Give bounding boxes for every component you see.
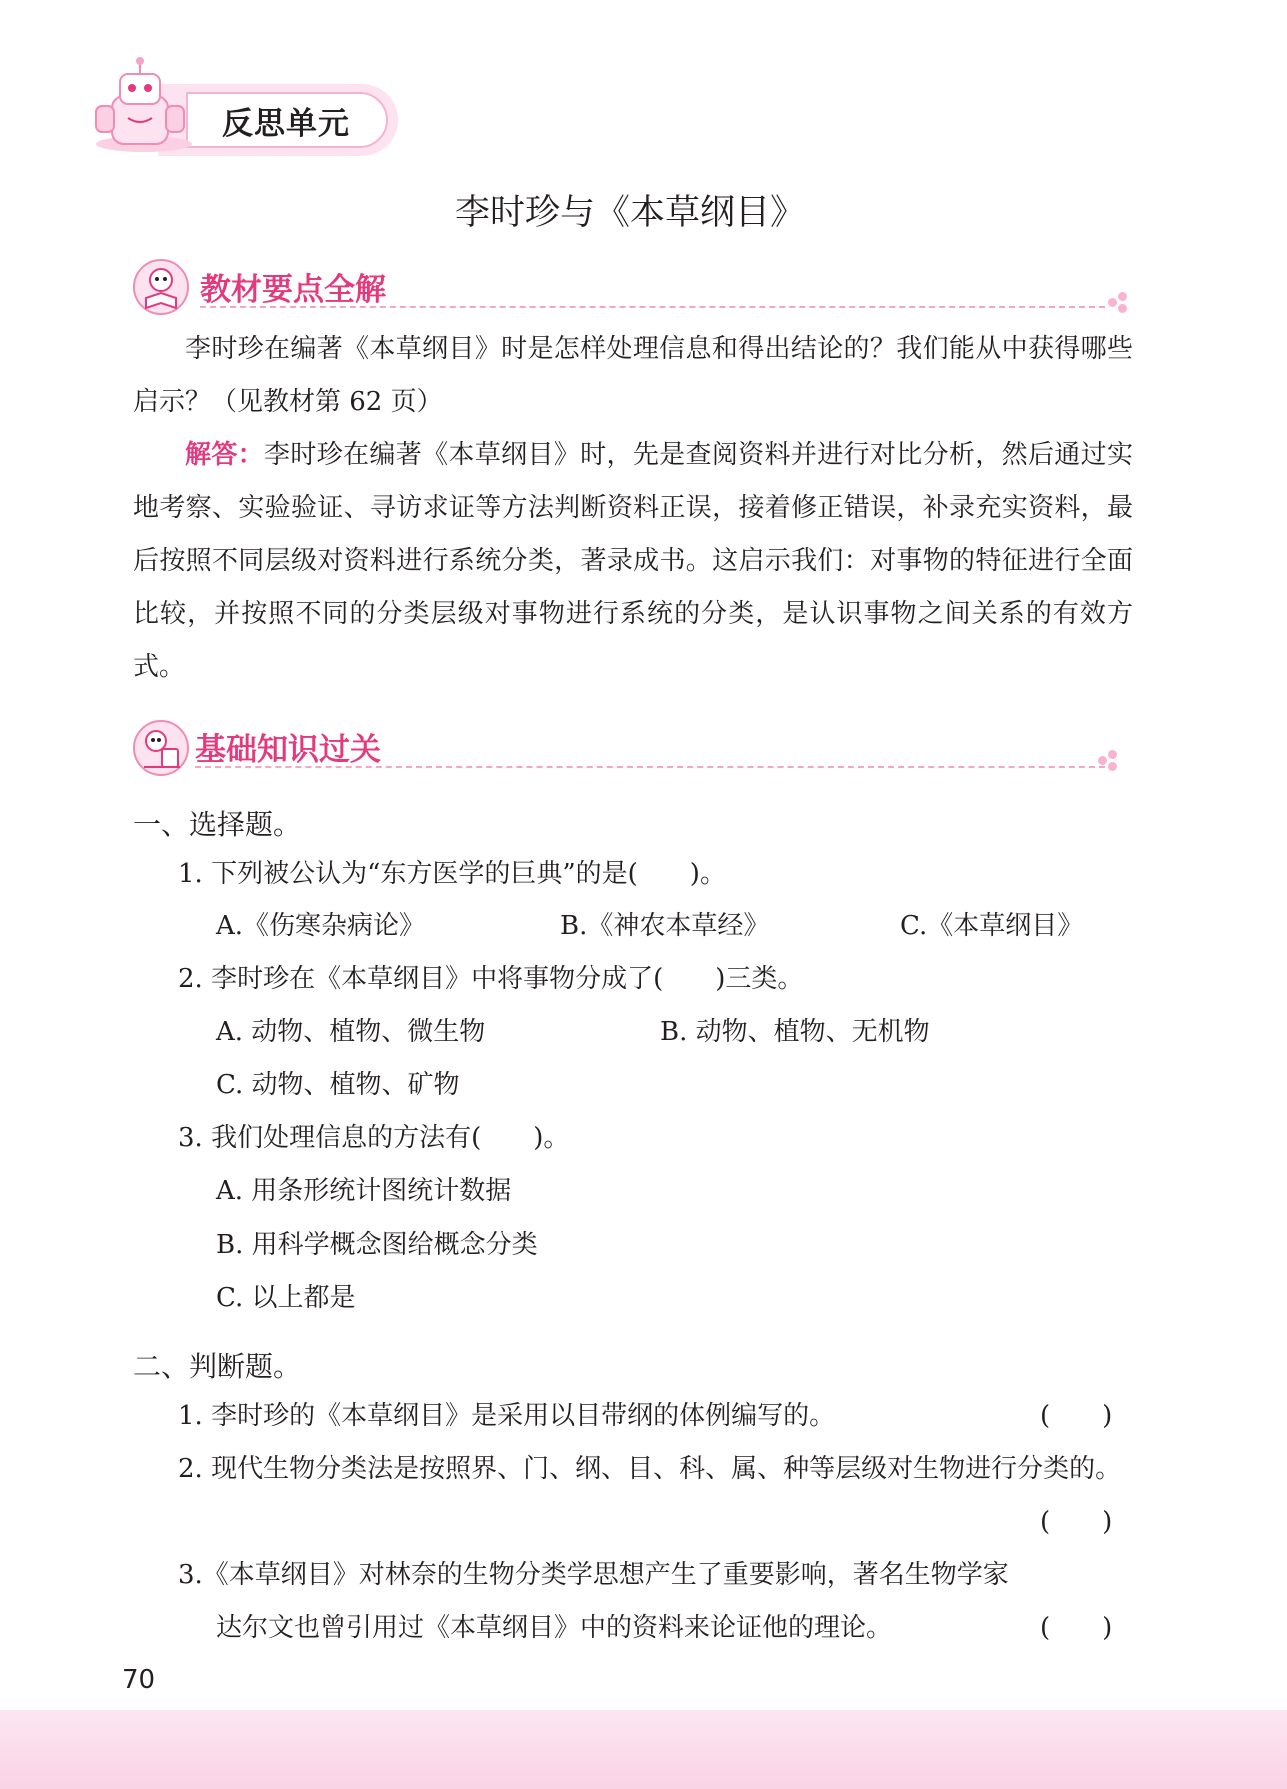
section-title-key-points: 教材要点全解 xyxy=(200,272,386,308)
answer-paragraph xyxy=(133,429,1133,694)
answer-text: 李时珍在编著《本草纲目》时，先是查阅资料并进行对比分析，然后通过实地考察、实验验证、寻访求证等方法判断资料正误，接着修正错误，补录充实资料，最后按照不同层级对资料进行系统分类，著录成书。这启示我们：对事物的特征进行全面比较，并按照不同的分类层级对事物进行系统的分类，是认识事物之间关系的有效方式。 xyxy=(133,440,1133,682)
part-heading-judgement: 二、判断题。 xyxy=(133,1350,302,1383)
unit-label: 反思单元 xyxy=(222,106,350,142)
page-number: 70 xyxy=(122,1665,156,1695)
judgement-question-1: 1. 李时珍的《本草纲目》是采用以目带纲的体例编写的。 xyxy=(178,1401,836,1431)
answer-paren: ( ) xyxy=(1040,1507,1113,1537)
book-reading-icon xyxy=(132,258,190,316)
choice-option: C. 以上都是 xyxy=(216,1283,356,1313)
choice-option: B. 动物、植物、无机物 xyxy=(660,1017,930,1047)
section-divider xyxy=(200,306,1105,308)
choice-option: C. 动物、植物、矿物 xyxy=(216,1070,460,1100)
answer-paren: ( ) xyxy=(1040,1613,1113,1643)
choice-option: B. 用科学概念图给概念分类 xyxy=(216,1230,538,1260)
robot-mascot-icon xyxy=(84,56,204,156)
choice-question-2: 2. 李时珍在《本草纲目》中将事物分成了( )三类。 xyxy=(178,964,804,994)
choice-option: A. 动物、植物、微生物 xyxy=(216,1017,486,1047)
judgement-question-3: 3.《本草纲目》对林奈的生物分类学思想产生了重要影响，著名生物学家 xyxy=(178,1560,1009,1590)
section-divider xyxy=(195,766,1105,768)
choice-option: A. 用条形统计图统计数据 xyxy=(216,1176,512,1206)
part-heading-choice: 一、选择题。 xyxy=(133,808,302,841)
section-title-basic-knowledge: 基础知识过关 xyxy=(195,732,381,768)
study-desk-icon xyxy=(132,719,190,777)
choice-question-3: 3. 我们处理信息的方法有( )。 xyxy=(178,1123,570,1153)
choice-option: C.《本草纲目》 xyxy=(900,911,1084,941)
footer-band xyxy=(0,1710,1287,1789)
page-title: 李时珍与《本草纲目》 xyxy=(454,193,805,233)
judgement-question-2: 2. 现代生物分类法是按照界、门、纲、目、科、属、种等层级对生物进行分类的。 xyxy=(178,1454,1122,1484)
judgement-question-3-cont: 达尔文也曾引用过《本草纲目》中的资料来论证他的理论。 xyxy=(216,1613,893,1643)
choice-question-1: 1. 下列被公认为“东方医学的巨典”的是( )。 xyxy=(178,859,726,889)
answer-label: 解答： xyxy=(185,440,265,470)
choice-option: A.《伤寒杂病论》 xyxy=(216,911,426,941)
choice-option: B.《神农本草经》 xyxy=(560,911,770,941)
answer-paren: ( ) xyxy=(1040,1401,1113,1431)
textbook-question: 李时珍在编著《本草纲目》时是怎样处理信息和得出结论的？我们能从中获得哪些启示？（见教材第 62 页） xyxy=(133,334,1133,417)
